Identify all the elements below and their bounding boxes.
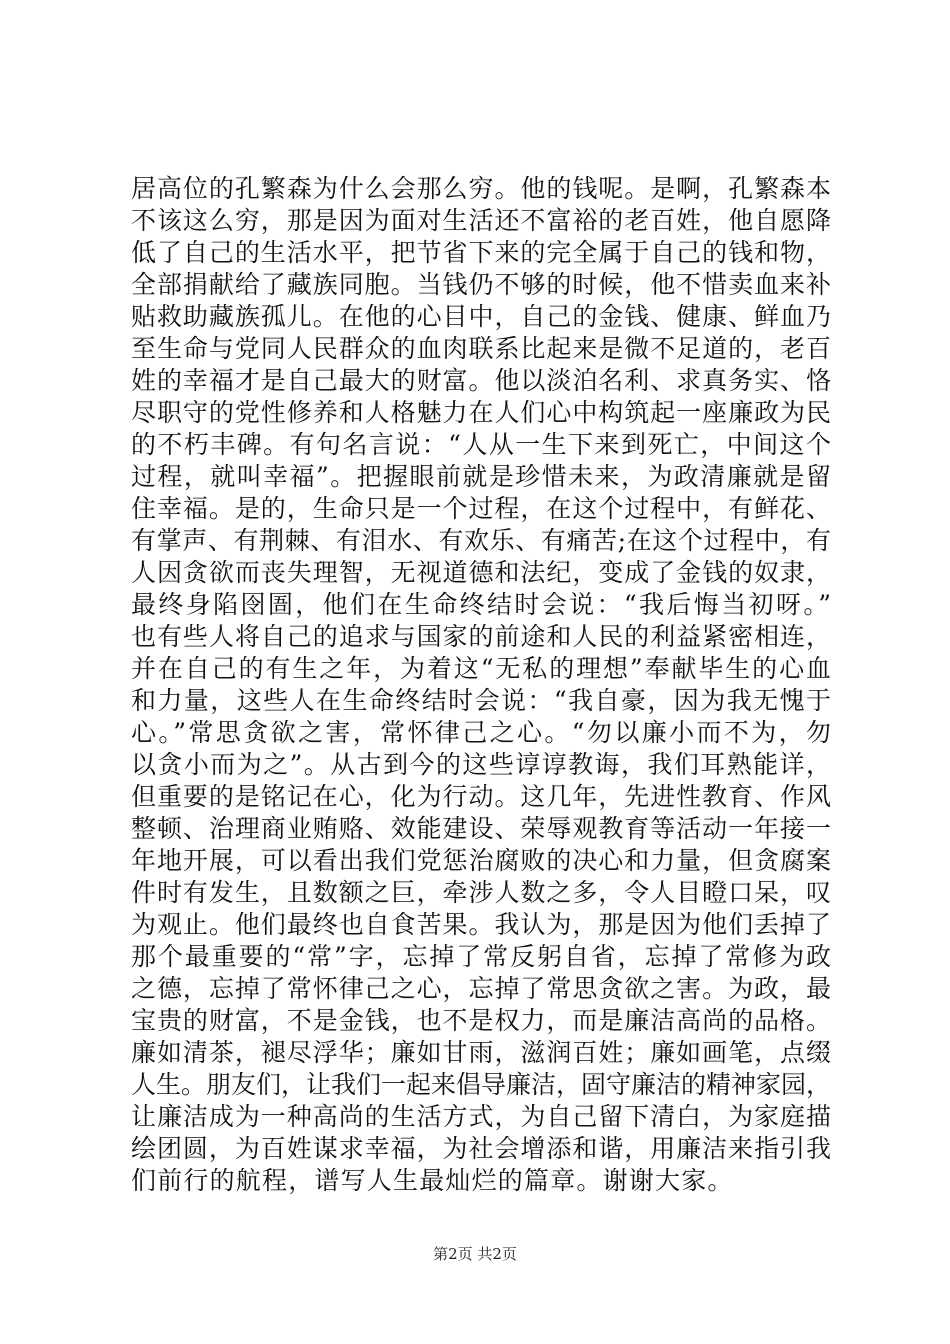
text-line: 姓的幸福才是自己最大的财富。他以淡泊名利、求真务实、恪 xyxy=(131,366,831,395)
text-line: 最终身陷囹圄，他们在生命终结时会说：“我后悔当初呀。” xyxy=(131,590,831,619)
text-line: 人因贪欲而丧失理智，无视道德和法纪，变成了金钱的奴隶， xyxy=(131,558,831,587)
text-line: 贴救助藏族孤儿。在他的心目中，自己的金钱、健康、鲜血乃 xyxy=(131,302,831,331)
text-line: 居高位的孔繁森为什么会那么穷。他的钱呢。是啊，孔繁森本 xyxy=(131,174,831,203)
text-line: 住幸福。是的，生命只是一个过程，在这个过程中，有鲜花、 xyxy=(131,494,831,523)
text-line: 人生。朋友们，让我们一起来倡导廉洁，固守廉洁的精神家园， xyxy=(131,1070,832,1099)
text-line: 有掌声、有荆棘、有泪水、有欢乐、有痛苦;在这个过程中，有 xyxy=(131,526,831,555)
text-line: 也有些人将自己的追求与国家的前途和人民的利益紧密相连， xyxy=(131,622,831,651)
text-line: 宝贵的财富，不是金钱，也不是权力，而是廉洁高尚的品格。 xyxy=(131,1006,831,1035)
text-line: 但重要的是铭记在心，化为行动。这几年，先进性教育、作风 xyxy=(131,782,831,811)
text-line: 廉如清茶，褪尽浮华；廉如甘雨，滋润百姓；廉如画笔，点缀 xyxy=(131,1038,831,1067)
text-line: 和力量，这些人在生命终结时会说：“我自豪，因为我无愧于 xyxy=(131,686,831,715)
text-line: 绘团圆，为百姓谋求幸福，为社会增添和谐，用廉洁来指引我 xyxy=(131,1134,831,1163)
text-line: 全部捐献给了藏族同胞。当钱仍不够的时候，他不惜卖血来补 xyxy=(131,270,831,299)
text-line: 之德，忘掉了常怀律己之心，忘掉了常思贪欲之害。为政，最 xyxy=(131,974,831,1003)
text-line: 件时有发生，且数额之巨，牵涉人数之多，令人目瞪口呆，叹 xyxy=(131,878,831,907)
text-line: 尽职守的党性修养和人格魅力在人们心中构筑起一座廉政为民 xyxy=(131,398,831,427)
text-line: 为观止。他们最终也自食苦果。我认为，那是因为他们丢掉了 xyxy=(131,910,831,939)
page-number-footer: 第2页 共2页 xyxy=(433,1245,517,1263)
text-line: 至生命与党同人民群众的血肉联系比起来是微不足道的，老百 xyxy=(131,334,831,363)
text-line: 低了自己的生活水平，把节省下来的完全属于自己的钱和物， xyxy=(131,238,831,267)
text-line: 并在自己的有生之年，为着这“无私的理想”奉献毕生的心血 xyxy=(131,654,831,683)
text-line: 的不朽丰碑。有句名言说：“人从一生下来到死亡，中间这个 xyxy=(131,430,831,459)
body-paragraph xyxy=(131,173,831,1197)
text-line: 心。”常思贪欲之害，常怀律己之心。“勿以廉小而不为，勿 xyxy=(131,718,831,747)
text-line: 们前行的航程，谱写人生最灿烂的篇章。谢谢大家。 xyxy=(131,1166,734,1195)
text-line: 年地开展，可以看出我们党惩治腐败的决心和力量，但贪腐案 xyxy=(131,846,831,875)
text-line: 过程，就叫幸福”。把握眼前就是珍惜未来，为政清廉就是留 xyxy=(131,462,831,491)
text-line: 让廉洁成为一种高尚的生活方式，为自己留下清白，为家庭描 xyxy=(131,1102,831,1131)
text-line: 不该这么穷，那是因为面对生活还不富裕的老百姓，他自愿降 xyxy=(131,206,831,235)
text-line: 整顿、治理商业贿赂、效能建设、荣辱观教育等活动一年接一 xyxy=(131,814,831,843)
text-line: 以贪小而为之”。从古到今的这些谆谆教诲，我们耳熟能详， xyxy=(131,750,831,779)
text-line: 那个最重要的“常”字，忘掉了常反躬自省，忘掉了常修为政 xyxy=(131,942,831,971)
